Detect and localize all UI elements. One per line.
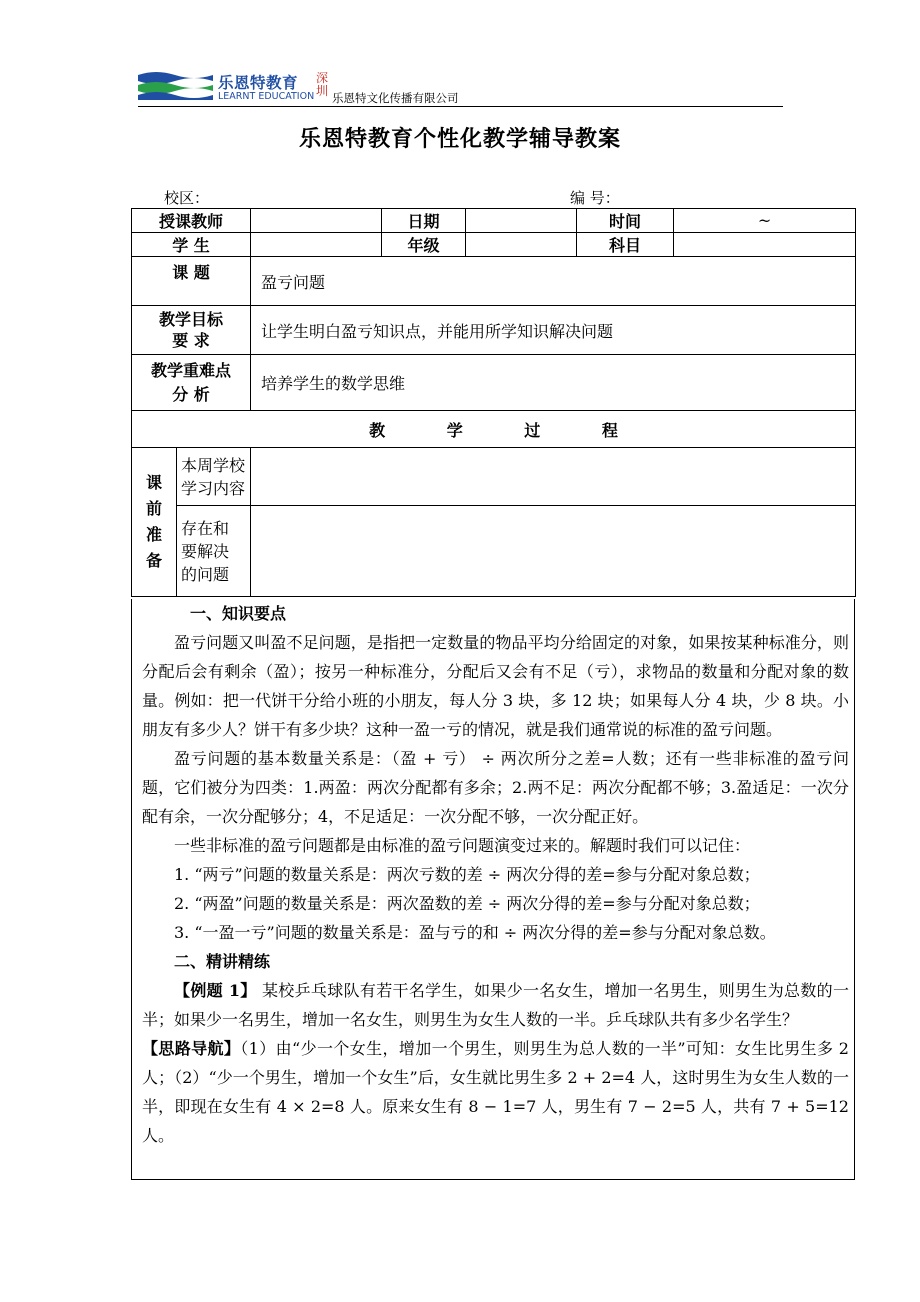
time-value[interactable]: ~: [674, 209, 856, 233]
rule-item: 1. “两亏”问题的数量关系是：两次亏数的差 ÷ 两次分得的差=参与分配对象总数；: [174, 865, 760, 884]
rule-item: 3. “一盈一亏”问题的数量关系是：盈与亏的和 ÷ 两次分得的差=参与分配对象总数。: [174, 923, 776, 942]
weekly-label-line2: 学习内容: [181, 478, 246, 498]
teacher-value[interactable]: [251, 209, 382, 233]
knowledge-paragraph-2: 盈亏问题的基本数量关系是：（盈 + 亏） ÷ 两次所分之差=人数；还有一些非标准的盈亏问题，它们被分为四类：1.两盈：两次分配都有多余；2.两不足：两次分配都不够；3.盈适足：一次分配有余，一次分配够分；4，不足适足：一次分配不够，一次分配正好。: [142, 749, 849, 826]
example-text: 某校乒乓球队有若干名学生，如果少一名女生，增加一名男生，则男生为总数的一半；如果少一名男生，增加一名女生，则男生为女生人数的一半。乒乓球队共有多少名学生？: [142, 981, 849, 1029]
example-1: [142, 976, 849, 1034]
issues-label: [177, 506, 251, 597]
issues-label-line1: 存在和: [181, 518, 230, 538]
teacher-label: 授课教师: [132, 209, 251, 233]
section-practice-heading: 二、精讲精练: [174, 952, 271, 971]
grade-label: 年级: [382, 233, 466, 257]
example-label: 【例题 1】: [174, 981, 257, 1000]
key-label-line1: 教学重难点: [151, 360, 232, 380]
time-label: 时间: [577, 209, 674, 233]
weekly-content-label: [177, 448, 251, 506]
rule-item: 2. “两盈”问题的数量关系是：两次盈数的差 ÷ 两次分得的差=参与分配对象总数；: [174, 894, 760, 913]
section-knowledge-heading: 一、知识要点: [190, 604, 287, 623]
process-heading: 教 学 过 程: [132, 411, 856, 448]
lesson-plan-table: [131, 208, 856, 597]
knowledge-paragraph-3: 一些非标准的盈亏问题都是由标准的盈亏问题演变过来的。解题时我们可以记住：: [174, 836, 751, 855]
prep-label-char: 准: [145, 525, 162, 544]
goal-label-line1: 教学目标: [159, 310, 224, 329]
issues-value[interactable]: [251, 506, 856, 597]
issues-label-line3: 的问题: [181, 564, 230, 584]
key-points-value: 培养学生的数学思维: [251, 355, 856, 411]
goal-value: 让学生明白盈亏知识点，并能用所学知识解决问题: [251, 306, 856, 355]
hint-label: 【思路导航】: [142, 1039, 241, 1058]
topic-label: 课 题: [132, 257, 251, 306]
topic-value: 盈亏问题: [251, 257, 856, 306]
page-title: 乐恩特教育个性化教学辅导教案: [298, 126, 621, 152]
number-label: 编 号：: [570, 189, 620, 207]
teaching-content: [131, 599, 855, 1180]
weekly-content-value[interactable]: [251, 448, 856, 506]
student-value[interactable]: [251, 233, 382, 257]
company-name: 乐恩特文化传播有限公司: [332, 91, 459, 105]
hint-text: （1）由“少一个女生，增加一个男生，则男生为总人数的一半”可知：女生比男生多 2 人；（2）“少一个男生，增加一个女生”后，女生就比男生多 2 + 2=4 人，这时男生为女生人数的一半，即现在女生有 4 × 2=8 人。原来女生有 8 − 1=7 人，男生有 7 − 2=5 人，共有 7 + 5=12 人。: [142, 1039, 849, 1145]
campus-label: 校区：: [164, 189, 210, 207]
goal-label: [132, 306, 251, 355]
prep-label-char: 备: [145, 551, 162, 570]
weekly-label-line1: 本周学校: [181, 455, 246, 475]
goal-label-line2: 要 求: [172, 331, 210, 350]
key-label-line2: 分 析: [172, 384, 210, 404]
header-divider: [138, 106, 783, 107]
brand-name-en: LEARNT EDUCATION: [218, 91, 315, 102]
prep-label-char: 课: [145, 473, 162, 492]
logo-waves-icon: [138, 70, 213, 100]
knowledge-paragraph-1: 盈亏问题又叫盈不足问题，是指把一定数量的物品平均分给固定的对象，如果按某种标准分，则分配后会有剩余（盈）；按另一种标准分，分配后又会有不足（亏），求物品的数量和分配对象的数量。例如：把一代饼干分给小班的小朋友，每人分 3 块，多 12 块；如果每人分 4 块，少 8 块。小朋友有多少人？饼干有多少块？这种一盈一亏的情况，就是我们通常说的标准的盈亏问题。: [142, 633, 849, 739]
brand-city: 深圳: [316, 71, 329, 98]
key-points-label: [132, 355, 251, 411]
date-label: 日期: [382, 209, 466, 233]
issues-label-line2: 要解决: [181, 541, 230, 561]
subject-label: 科目: [577, 233, 674, 257]
brand-name-cn: 乐恩特教育: [218, 74, 299, 92]
hint-1: [142, 1034, 849, 1150]
prep-label-char: 前: [145, 499, 162, 518]
subject-value[interactable]: [674, 233, 856, 257]
prep-label: [132, 448, 177, 597]
student-label: 学 生: [132, 233, 251, 257]
grade-value[interactable]: [466, 233, 577, 257]
date-value[interactable]: [466, 209, 577, 233]
